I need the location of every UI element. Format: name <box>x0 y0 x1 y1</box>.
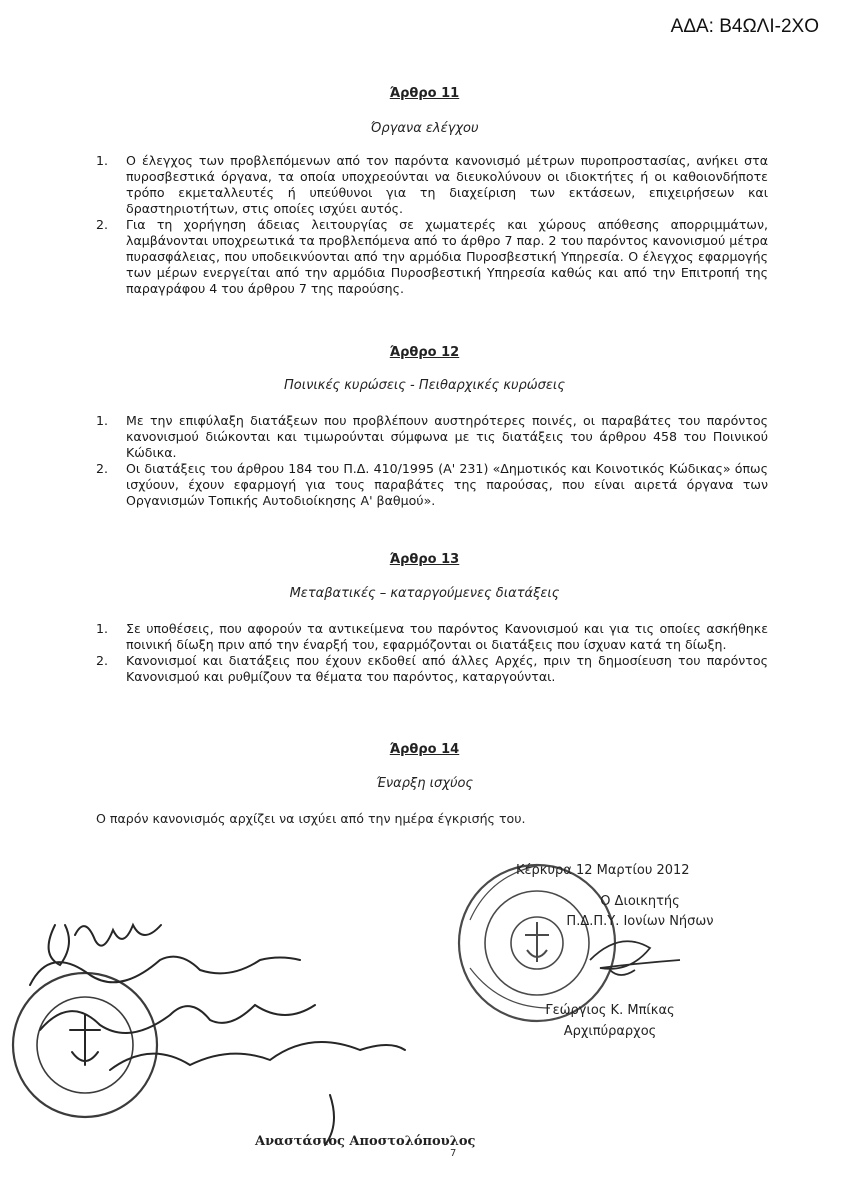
article-12-subtitle: Ποινικές κυρώσεις - Πειθαρχικές κυρώσεις <box>284 378 565 393</box>
page-number: 7 <box>450 1148 457 1159</box>
signature-role-2: Π.Δ.Π.Υ. Ιονίων Νήσων <box>566 914 714 929</box>
article-11-subtitle: Όργανα ελέγχου <box>370 121 479 136</box>
article-13-title: Άρθρο 13 <box>389 552 460 567</box>
signature-left-name: Αναστάσιος Αποστολόπουλος <box>255 1134 476 1149</box>
ada-code: ΑΔΑ: Β4ΩΛΙ-2ΧΟ <box>670 16 819 37</box>
list-item: 1. Με την επιφύλαξη διατάξεων που προβλέπουν αυστηρότερες ποινές, οι παραβάτες του παρόντος κανονισμού διώκονται και τιμωρούνται σύμφωνα με τις διατάξεις του άρθρου 458 του Ποινικού Κώδικα. <box>96 413 768 460</box>
list-item: 2. Κανονισμοί και διατάξεις που έχουν εκδοθεί από άλλες Αρχές, πριν τη δημοσίευση του παρόντος Κανονισμού και ρυθμίζουν τα θέματα του παρόντος, καταργούνται. <box>96 653 768 684</box>
list-item: 2. Για τη χορήγηση άδειας λειτουργίας σε χωματερές και χώρους απόθεσης απορριμμάτων, λαμβάνονται υποχρεωτικά τα προβλεπόμενα από το άρθρο 7 παρ. 2 του παρόντος κανονισμού μέτρα πυρασφάλειας, που υποδεικνύονται από την αρμόδια Πυροσβεστική Υπηρεσία. Ο έλεγχος εφαρμογής των μέρων ενεργείται από την αρμόδια Πυροσβεστική Υπηρεσία καθώς και από την Επιτροπή της παραγράφου 4 του άρθρου 7 της παρούσης. <box>96 217 768 296</box>
signature-role-1: Ο Διοικητής <box>600 894 680 909</box>
article-13-subtitle: Μεταβατικές – καταργούμενες διατάξεις <box>289 586 560 601</box>
signature-place-date: Κέρκυρα 12 Μαρτίου 2012 <box>516 863 690 878</box>
article-14-subtitle: Έναρξη ισχύος <box>375 776 474 791</box>
list-item: 1. Σε υποθέσεις, που αφορούν τα αντικείμενα του παρόντος Κανονισμού και για τις οποίες ασκήθηκε ποινική δίωξη πριν από την έναρξή του, εφαρμόζονται οι διατάξεις που ίσχυαν κατά τη δίωξη. <box>96 621 768 652</box>
article-14-body: Ο παρόν κανονισμός αρχίζει να ισχύει από την ημέρα έγκρισής του. <box>96 811 526 826</box>
signature-rank: Αρχιπύραρχος <box>563 1024 657 1039</box>
list-item: 1. Ο έλεγχος των προβλεπόμενων από τον παρόντα κανονισμό μέτρων πυροπροστασίας, ανήκει στα πυροσβεστικά όργανα, τα οποία υποχρεούνται να διευκολύνουν οι ιδιοκτήτες ή οι καθοιονδήποτε τρόπο εκμεταλλευτές ή υπεύθυνοι για τη διαχείριση των εκτάσεων, επιχειρήσεων και δραστηριοτήτων, στις οποίες ισχύει αυτός. <box>96 153 768 216</box>
signature-name: Γεώργιος Κ. Μπίκας <box>545 1003 675 1018</box>
article-14-title: Άρθρο 14 <box>389 742 460 757</box>
article-11-title: Άρθρο 11 <box>389 86 460 101</box>
article-12-title: Άρθρο 12 <box>389 345 460 360</box>
list-item: 2. Οι διατάξεις του άρθρου 184 του Π.Δ. 410/1995 (Α' 231) «Δημοτικός και Κοινοτικός Κώδικας» όπως ισχύουν, έχουν εφαρμογή για τους παραβάτες της παρούσας, που είναι αιρετά όργανα των Οργανισμών Τοπικής Αυτοδιοίκησης Α' βαθμού». <box>96 461 768 508</box>
